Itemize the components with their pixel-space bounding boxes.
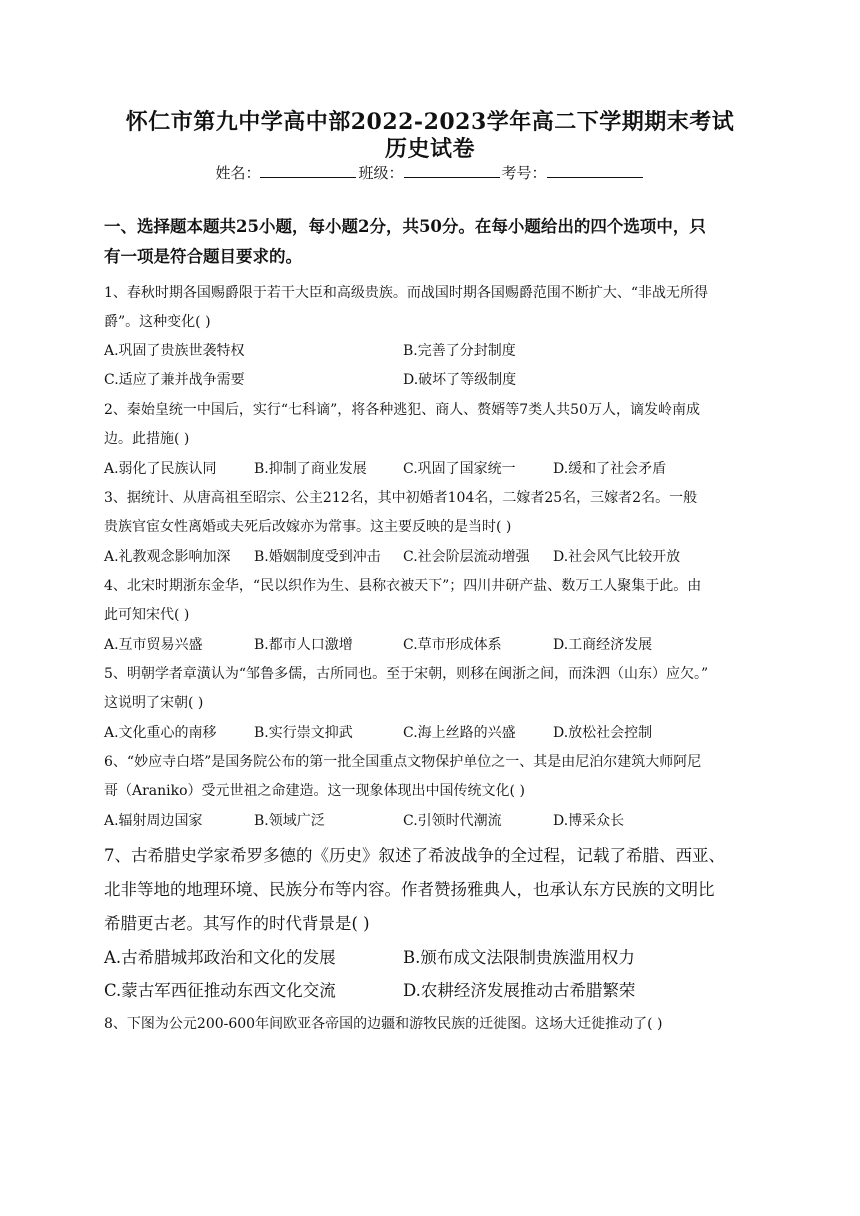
q6-option-d: D.博采众长 — [553, 813, 625, 829]
name-blank[interactable] — [260, 163, 356, 178]
section-heading-line2: 有一项是符合题目要求的。 — [104, 247, 302, 266]
q4-option-a: A.互市贸易兴盛 — [104, 637, 203, 653]
q6-option-a: A.辐射周边国家 — [104, 813, 203, 829]
number-label: 考号： — [501, 164, 547, 182]
q1-stem-line1: 1、春秋时期各国赐爵限于若干大臣和高级贵族。而战国时期各国赐爵范围不断扩大、“非战无所得 — [104, 285, 709, 301]
section-heading-line1: 一、选择题本题共25小题，每小题2分，共50分。在每小题给出的四个选项中，只 — [104, 217, 706, 236]
q3-stem-line2: 贵族官宦女性离婚或夫死后改嫁亦为常事。这主要反映的是当时( ) — [104, 519, 512, 535]
section-heading — [104, 212, 764, 272]
q1-option-c: C.适应了兼并战争需要 — [104, 372, 245, 388]
q6-option-c: C.引领时代潮流 — [403, 813, 502, 829]
q7-stem-line2: 北非等地的地理环境、民族分布等内容。作者赞扬雅典人，也承认东方民族的文明比 — [104, 880, 715, 899]
q4-option-d: D.工商经济发展 — [553, 637, 653, 653]
q8-stem-line1: 8、下图为公元200-600年间欧亚各帝国的边疆和游牧民族的迁徙图。这场大迁徙推动了( ) — [104, 1016, 663, 1032]
q5-option-a: A.文化重心的南移 — [104, 725, 217, 741]
q4-stem-line2: 此可知宋代( ) — [104, 607, 190, 623]
q3-option-a: A.礼教观念影响加深 — [104, 549, 231, 565]
q7-option-d: D.农耕经济发展推动古希腊繁荣 — [403, 981, 636, 1000]
exam-subtitle: 历史试卷 — [384, 136, 475, 162]
q2-option-b: B.抑制了商业发展 — [254, 461, 367, 477]
q2-option-d: D.缓和了社会矛盾 — [553, 461, 667, 477]
q4-option-b: B.都市人口激增 — [254, 637, 353, 653]
q5-option-b: B.实行崇文抑武 — [254, 725, 353, 741]
q7-stem-line1: 7、古希腊史学家希罗多德的《历史》叙述了希波战争的全过程，记载了希腊、西亚、 — [104, 846, 725, 865]
class-blank[interactable] — [404, 163, 500, 178]
q3-option-b: B.婚姻制度受到冲击 — [254, 549, 381, 565]
q3-option-d: D.社会风气比较开放 — [553, 549, 681, 565]
q2-option-a: A.弱化了民族认同 — [104, 461, 217, 477]
q7-option-c: C.蒙古军西征推动东西文化交流 — [104, 981, 336, 1000]
q5-stem-line2: 这说明了宋朝( ) — [104, 695, 204, 711]
student-info-fields — [0, 162, 860, 183]
q6-option-b: B.领域广泛 — [254, 813, 325, 829]
q6-stem-line2: 哥（Araniko）受元世祖之命建造。这一现象体现出中国传统文化( ) — [104, 783, 525, 799]
q4-stem-line1: 4、北宋时期浙东金华，“民以织作为生、县称衣被天下”；四川井研产盐、数万工人聚集于此。由 — [104, 578, 702, 594]
q1-option-d: D.破坏了等级制度 — [403, 372, 517, 388]
q3-stem-line1: 3、据统计、从唐高祖至昭宗、公主212名，其中初婚者104名，二嫁者25名，三嫁者2名。一般 — [104, 490, 698, 506]
q1-option-b: B.完善了分封制度 — [403, 343, 516, 359]
q7-option-a: A.古希腊城邦政治和文化的发展 — [104, 948, 336, 967]
q6-stem-line1: 6、“妙应寺白塔”是国务院公布的第一批全国重点文物保护单位之一、其是由尼泊尔建筑大师阿尼 — [104, 754, 702, 770]
q7-option-b: B.颁布成文法限制贵族滥用权力 — [403, 948, 635, 967]
q5-stem-line1: 5、明朝学者章潢认为“邹鲁多儒，古所同也。至于宋朝，则移在闽浙之间，而洙泗（山东）应欠。” — [104, 666, 709, 682]
q1-option-a: A.巩固了贵族世袭特权 — [104, 343, 245, 359]
number-blank[interactable] — [547, 163, 643, 178]
q2-option-c: C.巩固了国家统一 — [403, 461, 516, 477]
q4-option-c: C.草市形成体系 — [403, 637, 502, 653]
q2-stem-line1: 2、秦始皇统一中国后，实行“七科谪”，将各种逃犯、商人、赘婿等7类人共50万人，谪发岭南成 — [104, 402, 700, 418]
q3-option-c: C.社会阶层流动增强 — [403, 549, 530, 565]
name-label: 姓名： — [215, 164, 261, 182]
q5-option-c: C.海上丝路的兴盛 — [403, 725, 516, 741]
q2-stem-line2: 边。此措施( ) — [104, 431, 190, 447]
class-label: 班级： — [358, 164, 404, 182]
q7-stem-line3: 希腊更古老。其写作的时代背景是( ) — [104, 914, 370, 933]
q5-option-d: D.放松社会控制 — [553, 725, 653, 741]
exam-title: 怀仁市第九中学高中部2022-2023学年高二下学期期末考试 — [125, 109, 735, 135]
q1-stem-line2: 爵”。这种变化( ) — [104, 314, 211, 330]
